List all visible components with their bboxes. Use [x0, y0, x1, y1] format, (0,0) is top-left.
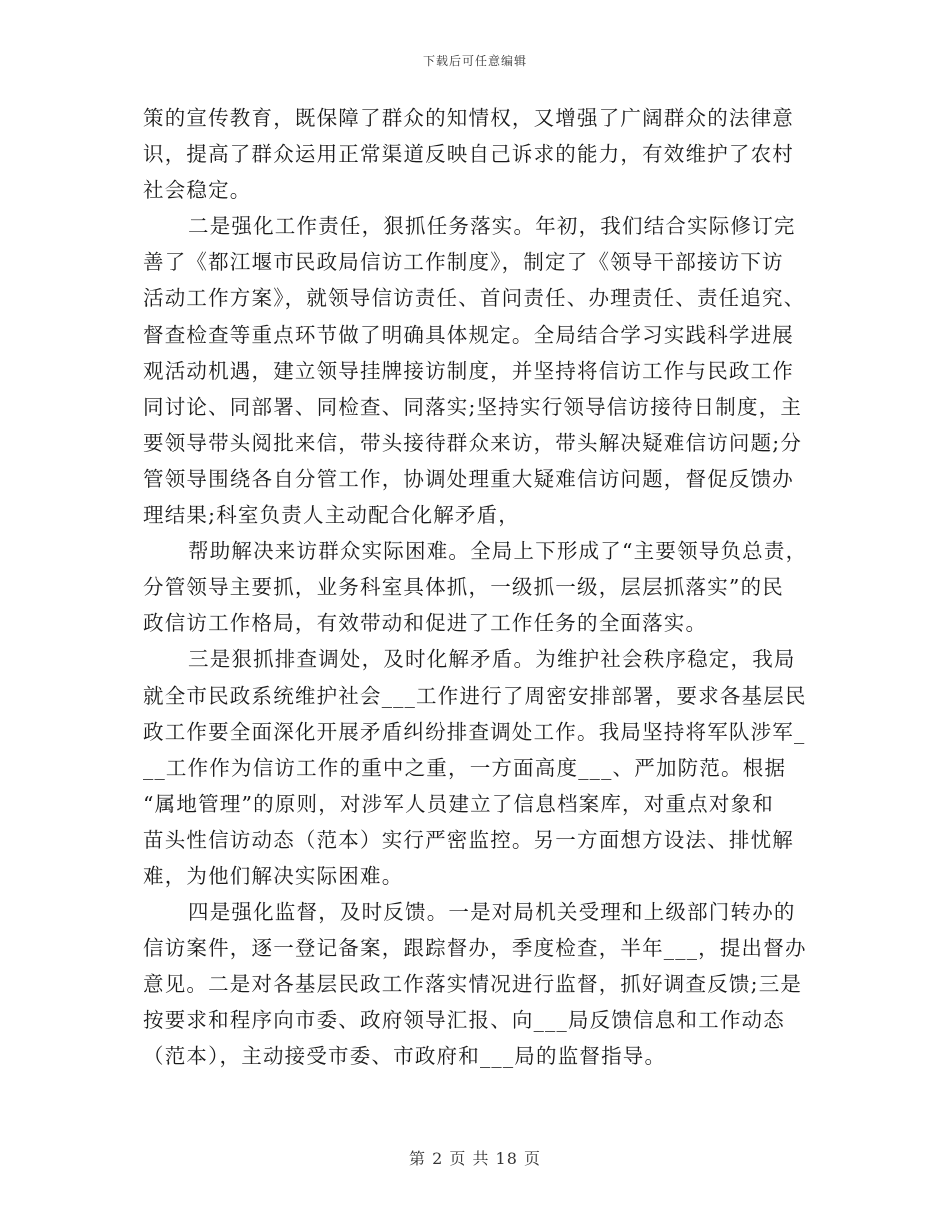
- text-line: 分管领导主要抓，业务科室具体抓，一级抓一级，层层抓落实”的民: [143, 575, 784, 600]
- text-line: 政工作要全面深化开展矛盾纠纷排查调处工作。我局坚持将军队涉军_: [143, 719, 806, 744]
- page-header: 下载后可任意编辑: [422, 54, 527, 68]
- text-line: 信访案件，逐一登记备案，跟踪督办，季度检查，半年___，提出督办: [143, 936, 807, 961]
- text-line: 识，提高了群众运用正常渠道反映自己诉求的能力，有效维护了农村: [143, 142, 794, 167]
- document-body: [143, 100, 808, 1075]
- text-line: 同讨论、同部署、同检查、同落实;坚持实行领导信访接待日制度，主: [143, 394, 803, 419]
- text-line: 就全市民政系统维护社会___工作进行了周密安排部署，要求各基层民: [143, 683, 807, 708]
- text-line: 政信访工作格局，有效带动和促进了工作任务的全面落实。: [143, 611, 708, 636]
- text-line: 社会稳定。: [143, 178, 252, 203]
- text-line: __工作作为信访工作的重中之重，一方面高度___、严加防范。根据: [143, 755, 787, 780]
- text-line: 策的宣传教育，既保障了群众的知情权，又增强了广阔群众的法律意: [143, 106, 794, 130]
- text-line: 苗头性信访动态（范本）实行严密监控。另一方面想方设法、排忧解: [143, 827, 794, 852]
- text-line: 要领导带头阅批来信，带头接待群众来访，带头解决疑难信访问题;分: [143, 430, 803, 455]
- text-line: 善了《都江堰市民政局信访工作制度》，制定了《领导干部接访下访: [143, 250, 784, 275]
- text-line: 观活动机遇，建立领导挂牌接访制度，并坚持将信访工作与民政工作: [143, 358, 794, 383]
- text-line: 四是强化监督，及时反馈。一是对局机关受理和上级部门转办的: [188, 900, 796, 925]
- text-line: 理结果;科室负责人主动配合化解矛盾，: [143, 503, 521, 528]
- text-line: 管领导围绕各自分管工作，协调处理重大疑难信访问题，督促反馈办: [143, 466, 794, 491]
- text-line: （范本），主动接受市委、市政府和___局的监督指导。: [143, 1044, 667, 1069]
- text-line: “属地管理”的原则，对涉军人员建立了信息档案库，对重点对象和: [143, 791, 774, 816]
- text-line: 难，为他们解决实际困难。: [143, 863, 404, 888]
- text-line: 二是强化工作责任，狠抓任务落实。年初，我们结合实际修订完: [188, 214, 796, 239]
- text-line: 督查检查等重点环节做了明确具体规定。全局结合学习实践科学进展: [143, 322, 794, 347]
- text-line: 帮助解决来访群众实际困难。全局上下形成了“主要领导负总责，: [188, 539, 808, 564]
- text-line: 按要求和程序向市委、政府领导汇报、向___局反馈信息和工作动态: [143, 1008, 785, 1033]
- text-line: 意见。二是对各基层民政工作落实情况进行监督，抓好调查反馈;三是: [143, 972, 803, 997]
- text-line: 三是狠抓排查调处，及时化解矛盾。为维护社会秩序稳定，我局: [188, 647, 796, 672]
- page-number: 第 2 页 共 18 页: [409, 1149, 541, 1168]
- text-line: 活动工作方案》，就领导信访责任、首问责任、办理责任、责任追究、: [143, 286, 806, 311]
